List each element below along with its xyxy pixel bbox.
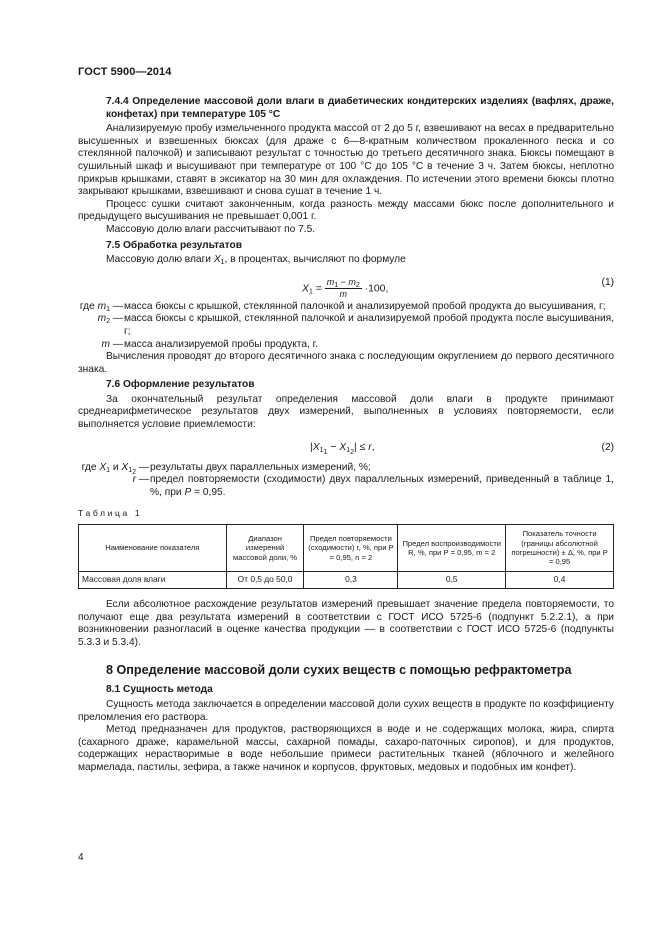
formula-1-denominator bbox=[325, 289, 362, 300]
legend2-text-r bbox=[150, 474, 614, 499]
formula-1-fraction bbox=[325, 277, 362, 300]
formula-1-equals: = bbox=[312, 282, 325, 294]
legend2-x1-sub: 1 bbox=[106, 466, 111, 474]
legend-symbol-m2 bbox=[78, 313, 112, 338]
section-7-4-4-paragraph-1: Анализируемую пробу измельченного продукта массой от 2 до 5 г, взвешивают на весах в предварительно высушенных и взвешенных бюксах (для драже с 6—8-кратным количеством прокаленного песка и со стеклянной палочкой) и записывают результат с точностью до третьего десятичного знака. Бюксы помещают в сушильный шкаф и высушивают при температуре от 100 °С до 105 °С в течение 3 ч. Затем бюксы, неплотно прикрыв крышками, ставят в эксикатор на 30 мин для охлаждения. По истечении этого времени бюксы плотно закрывают крышками, взвешивают и снова сушат в течение 1 ч. bbox=[78, 123, 614, 198]
formula-1-numerator bbox=[325, 277, 362, 289]
numerator-m1: m bbox=[326, 276, 335, 287]
formula-1-lhs-sub: 1 bbox=[308, 287, 313, 295]
numerator-m1-sub: 1 bbox=[334, 281, 339, 289]
table-cell: От 0,5 до 50,0 bbox=[226, 572, 304, 589]
numerator-minus: − bbox=[338, 276, 349, 287]
legend2-x2-sub-a: 1 bbox=[128, 466, 133, 474]
table-header-cell: Предел воспроизводимости R, %, при P = 0,95, m = 2 bbox=[398, 525, 506, 572]
legend2-x2: X bbox=[121, 461, 129, 473]
legend-dash: — bbox=[112, 338, 124, 350]
legend2-and: и bbox=[110, 461, 122, 473]
legend2-text-x: результаты двух параллельных измерений, %; bbox=[150, 461, 371, 473]
legend-symbol: m bbox=[101, 338, 110, 350]
legend2-dash: — bbox=[138, 474, 150, 486]
formula-2-minus: − bbox=[327, 441, 340, 453]
legend2-symbol-r bbox=[78, 474, 138, 499]
formula-2-number: (2) bbox=[601, 441, 614, 453]
table-header-cell: Предел повторяемости (сходимости) r, %, при P = 0,95, n = 2 bbox=[304, 525, 398, 572]
legend2-p: P bbox=[184, 486, 192, 498]
legend-text-m1: масса бюксы с крышкой, стеклянной палочкой и анализируемой пробой продукта до высушивания, г; bbox=[124, 300, 606, 312]
formula-1-multiplier: ·100, bbox=[361, 282, 389, 294]
formula-1-legend bbox=[78, 301, 614, 351]
table-cell: 0,4 bbox=[506, 572, 614, 589]
sub-b2: 2 bbox=[350, 448, 355, 456]
legend-symbol-m bbox=[78, 339, 112, 352]
legend2-r: r bbox=[132, 474, 136, 486]
formula-2 bbox=[78, 436, 614, 460]
legend2-prefix: где bbox=[81, 461, 100, 473]
formula-1-lhs: X bbox=[302, 282, 309, 294]
section-7-4-4-paragraph-3: Массовую долю влаги рассчитывают по 7.5. bbox=[106, 223, 316, 235]
section-7-6-paragraph-2: Если абсолютное расхождение результатов измерений превышает значение предела повторяемости, то получают еще два результата измерений в соответствии с ГОСТ ИСО 5725-6 (подпункт 5.2.2.1), а при возникновении разногласий в оценке качества продукции — в соответствии с ГОСТ ИСО 5725-6 (подпункты 5.3.3 и 5.3.4). bbox=[78, 599, 614, 648]
intro-text-end: , в процентах, вычисляют по формуле bbox=[224, 254, 406, 266]
denominator-m: m bbox=[339, 288, 347, 299]
formula-2-expression bbox=[310, 442, 375, 455]
formula-2-abs-open: | bbox=[310, 441, 313, 453]
formula-1-number: (1) bbox=[601, 276, 614, 288]
section-7-6-paragraph-1: За окончательный результат определения массовой доли влаги в продукте принимают среднеарифметическое результатов двух измерений, выполненных в условиях повторяемости, если выполняется условие приемлемости: bbox=[78, 393, 614, 431]
table-cell: 0,5 bbox=[398, 572, 506, 589]
legend-prefix: где bbox=[79, 300, 98, 312]
variable-x: X bbox=[213, 254, 221, 266]
legend-symbol: m bbox=[97, 300, 107, 312]
section-8-title: 8 Определение массовой доли сухих веществ с помощью рефрактометра bbox=[106, 663, 572, 678]
intro-text: Массовую долю влаги bbox=[106, 254, 214, 266]
section-7-5-title: 7.5 Обработка результатов bbox=[106, 239, 243, 251]
formula-2-abs-close: | ≤ bbox=[354, 441, 369, 453]
legend-dash: — bbox=[112, 313, 124, 325]
table-header-cell: Показатель точности (границы абсолютной погрешности) ± Δ, %, при P = 0,95 bbox=[506, 525, 614, 572]
formula-2-r: r bbox=[368, 441, 372, 453]
formula-2-legend bbox=[78, 462, 614, 500]
legend2-text-r-a: предел повторяемости (сходимости) двух параллельных измерений, приведенный в таблице 1, %, при bbox=[150, 474, 614, 498]
legend-symbol-m1 bbox=[78, 301, 112, 314]
numerator-m2-sub: 2 bbox=[355, 281, 360, 289]
page-content bbox=[78, 96, 614, 775]
table-cell: 0,3 bbox=[304, 572, 398, 589]
sub-a: 1 bbox=[319, 446, 324, 454]
formula-2-x2: X bbox=[339, 441, 347, 453]
section-8-1-title: 8.1 Сущность метода bbox=[106, 684, 213, 696]
precision-table bbox=[78, 524, 614, 589]
legend2-text-r-b: = 0,95. bbox=[191, 486, 226, 498]
legend2-symbol-x bbox=[78, 462, 138, 475]
section-7-5-rounding: Вычисления проводят до второго десятичного знака с последующим округлением до первого десятичного знака. bbox=[78, 351, 614, 375]
formula-1-expression bbox=[302, 277, 388, 300]
legend2-x1: X bbox=[99, 461, 107, 473]
table-header-cell: Наименование показателя bbox=[79, 525, 227, 572]
legend-dash: — bbox=[112, 300, 124, 312]
table-caption: Таблица 1 bbox=[78, 508, 143, 519]
table-cell: Массовая доля влаги bbox=[79, 572, 227, 589]
legend-text-m2: масса бюксы с крышкой, стеклянной палочкой и анализируемой пробой продукта после высушивания, г; bbox=[124, 313, 614, 337]
legend2-x2-sub-b: 2 bbox=[132, 468, 136, 476]
formula-2-x2-sub bbox=[346, 447, 354, 454]
legend-subscript: 2 bbox=[106, 318, 110, 326]
legend-symbol: m bbox=[97, 313, 107, 325]
page-header: ГОСТ 5900—2014 bbox=[78, 66, 172, 78]
section-7-4-4-paragraph-2: Процесс сушки считают законченным, когда разность между массами бюкс после дополнительного и предыдущего высушивания не превышает 0,001 г. bbox=[78, 198, 614, 223]
numerator-m2: m bbox=[348, 276, 356, 287]
table-header-cell: Диапазон измерений массовой доли, % bbox=[226, 525, 304, 572]
sub-a2: 1 bbox=[323, 448, 328, 456]
table-row bbox=[79, 572, 614, 589]
legend-subscript: 1 bbox=[106, 305, 110, 313]
formula-2-x1: X bbox=[312, 441, 320, 453]
formula-2-comma: , bbox=[371, 441, 375, 453]
section-8-1-paragraph-2: Метод предназначен для продуктов, растворяющихся в воде и не содержащих молока, жира, спирта (сахарного драже, карамельной массы, сахарной помады, сахаро-паточных сиропов), и для продуктов, содержащих нерастворимые в воде небольшие примеси растительных тканей (яблочного и желейного мармелада, пастилы, зефира, а также начинок и корпусов, фруктовых, медовых и подобных им конфет). bbox=[78, 724, 614, 773]
section-8-1-paragraph-1: Сущность метода заключается в определении массовой доли сухих веществ в продукте по коэффициенту преломления его раствора. bbox=[78, 699, 614, 723]
legend-text-m: масса анализируемой пробы продукта, г. bbox=[124, 338, 318, 350]
table-header-row bbox=[79, 525, 614, 572]
section-7-5-intro bbox=[78, 254, 614, 267]
section-7-4-4-title: 7.4.4 Определение массовой доли влаги в диабетических кондитерских изделиях (вафлях, драже, конфетах) при температуре 105 °С bbox=[106, 96, 614, 120]
legend2-x2-sub bbox=[128, 467, 136, 474]
variable-subscript: 1 bbox=[220, 259, 225, 267]
section-7-6-title: 7.6 Оформление результатов bbox=[106, 379, 255, 391]
legend2-dash: — bbox=[138, 461, 150, 473]
formula-1 bbox=[78, 271, 614, 299]
page-number: 4 bbox=[78, 852, 84, 863]
sub-b: 1 bbox=[346, 446, 351, 454]
